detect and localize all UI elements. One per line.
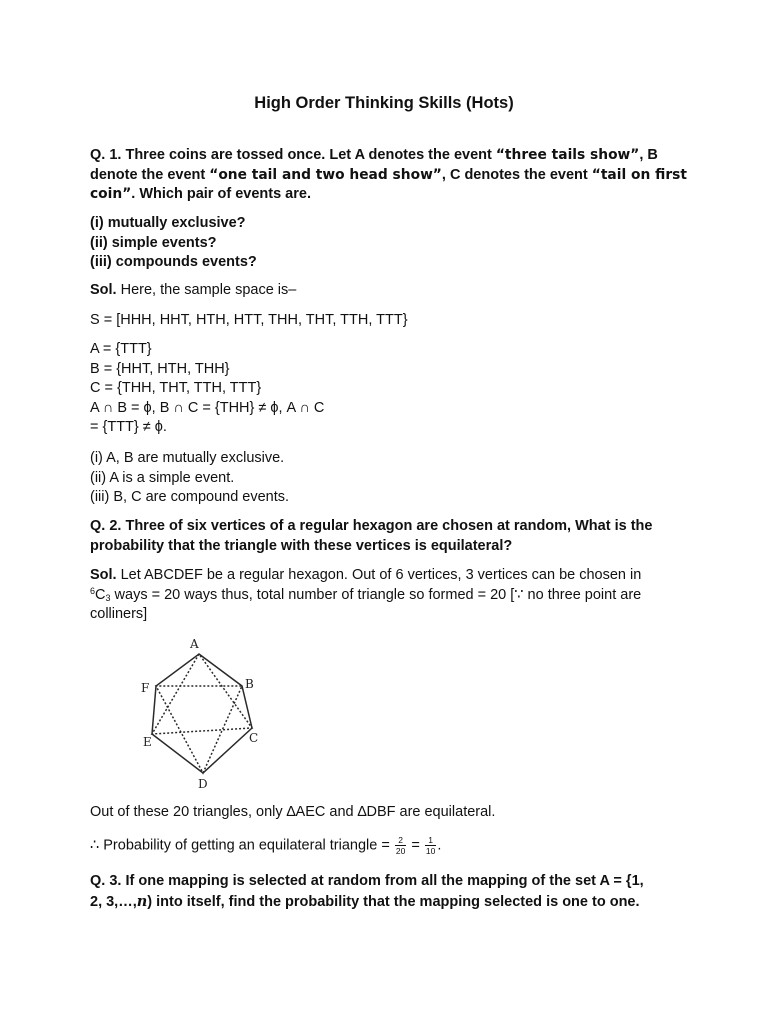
- vertex-label-a: A: [190, 637, 199, 651]
- q1-text-a: Three coins are tossed once. Let A denotes the event: [121, 147, 496, 163]
- fraction-denominator: 20: [395, 846, 406, 856]
- fraction-2-20: [395, 835, 406, 856]
- question-3: [90, 872, 690, 912]
- answer-line: (i) A, B are mutually exclusive.: [90, 450, 285, 466]
- vertex-label-e: E: [143, 735, 152, 749]
- q1-quote-c: “tail on first: [591, 166, 687, 183]
- solution-2: [90, 566, 690, 625]
- fraction-1-10: [425, 835, 436, 856]
- solution-1-intro: [90, 281, 690, 301]
- q1-quote-b: “one tail and two head show”: [209, 166, 442, 183]
- q1-part: (i) mutually exclusive?: [90, 215, 246, 231]
- hexagon-outline: [152, 654, 252, 773]
- sets-block: [90, 340, 690, 438]
- hexagon-diagram: [126, 628, 282, 794]
- question-2: [90, 517, 690, 556]
- q3-label: Q. 3.: [90, 873, 122, 889]
- vertex-label-d: D: [198, 777, 208, 791]
- q1-part: (ii) simple events?: [90, 234, 217, 251]
- sol1-intro: Here, the sample space is–: [116, 282, 297, 298]
- q2-line2: probability that the triangle with these vertices is equilateral?: [90, 537, 513, 554]
- q1-text-c: denote the event: [90, 166, 210, 183]
- hexagon-figure: [126, 628, 282, 794]
- q3-n: n: [136, 892, 148, 910]
- equilateral-statement: Out of these 20 triangles, only ∆AEC and ∆DBF are equilateral.: [90, 804, 496, 820]
- q3-line2a: 2, 3,…,: [90, 893, 137, 910]
- q2-line1: Three of six vertices of a regular hexagon are chosen at random, What is the: [121, 518, 653, 534]
- q2-label: Q. 2.: [90, 518, 122, 534]
- fraction-denominator: 10: [425, 846, 436, 856]
- q1-text-e: . Which pair of events are.: [131, 186, 311, 202]
- sample-space: S = [HHH, HHT, HTH, HTT, THH, THT, TTH, TTT}: [90, 312, 408, 328]
- vertex-label-f: F: [141, 681, 150, 695]
- answer-line: (iii) B, C are compound events.: [90, 489, 290, 505]
- vertex-label-b: B: [245, 677, 254, 691]
- sol2-line3: colliners]: [90, 606, 148, 622]
- page-title: High Order Thinking Skills (Hots): [254, 94, 514, 112]
- set-line: A = {TTT}: [90, 341, 152, 357]
- q3-line2b: ) into itself, find the probability that the mapping selected is one to one.: [147, 893, 640, 910]
- sol1-label: Sol.: [90, 282, 117, 298]
- answers-block: [90, 449, 690, 508]
- question-1: [90, 146, 690, 205]
- sol2-label: Sol.: [90, 567, 117, 583]
- vertex-label-c: C: [249, 731, 259, 745]
- equals-sign: =: [407, 837, 424, 854]
- fraction-numerator: 2: [395, 835, 406, 846]
- probability-text: ∴ Probability of getting an equilateral triangle =: [90, 837, 394, 854]
- triangle-aec: [152, 654, 252, 734]
- set-line: C = {THH, THT, TTH, TTT}: [90, 380, 262, 396]
- q1-text-b: , B: [639, 147, 658, 163]
- period: .: [437, 837, 442, 854]
- q1-quote-c2: coin”: [90, 186, 132, 202]
- fraction-numerator: 1: [425, 835, 436, 846]
- combination-subscript: 3: [105, 592, 111, 603]
- q1-label: Q. 1.: [90, 147, 122, 163]
- question-1-parts: [90, 214, 690, 273]
- intersection-line-2: = {TTT} ≠ ϕ.: [90, 419, 167, 435]
- q3-line1: If one mapping is selected at random from all the mapping of the set A = {1,: [121, 873, 644, 889]
- answer-line: (ii) A is a simple event.: [90, 469, 235, 486]
- sol2-line2: ways = 20 ways thus, total number of triangle so formed = 20 [∵ no three point are: [110, 586, 642, 603]
- q1-quote-a: “three tails show”: [495, 147, 640, 163]
- set-line: B = {HHT, HTH, THH}: [90, 360, 230, 377]
- q1-text-d: , C denotes the event: [441, 166, 592, 183]
- sol2-line1: Let ABCDEF be a regular hexagon. Out of 6 vertices, 3 vertices can be chosen in: [116, 567, 642, 583]
- triangle-dbf: [156, 686, 242, 773]
- probability-line: [90, 835, 690, 856]
- intersection-line-1: A ∩ B = ϕ, B ∩ C = {THH} ≠ ϕ, A ∩ C: [90, 399, 325, 416]
- combination-superscript: 6: [90, 585, 96, 596]
- combination-c: C: [95, 586, 106, 603]
- q1-part: (iii) compounds events?: [90, 254, 257, 270]
